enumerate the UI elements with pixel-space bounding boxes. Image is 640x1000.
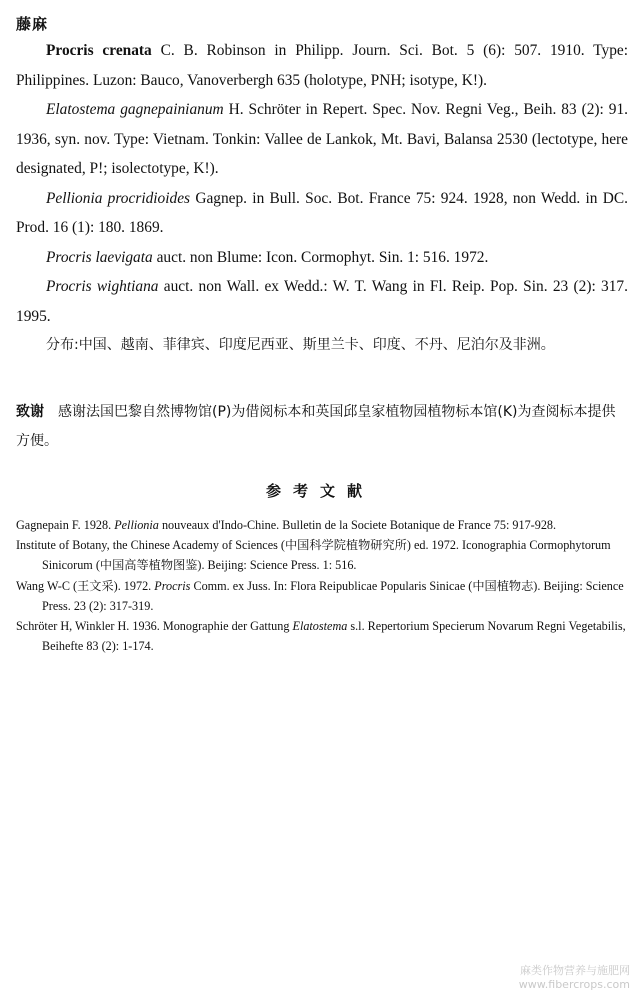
ref-text: Comm. ex Juss. In: Flora Reipublicae Popularis Sinicae ( (190, 578, 473, 593)
ref-text: ). Beijing: Science Press. 1: 516. (197, 558, 357, 573)
entry-procris-crenata (16, 36, 628, 95)
ref-text: ). 1972. (113, 578, 155, 593)
acknowledgement-text: 感谢法国巴黎自然博物馆(P)为借阅标本和英国邱皇家植物园植物标本馆(K)为查阅标本提供方便。 (16, 404, 616, 449)
citation-text: C. B. Robinson in Philipp. Journ. Sci. Bot. 5 (6): 507. 1910. Type: Philippines. Luzon: Bauco, Vanoverbergh 635 (holotype, PNH; isotype, K!). (16, 42, 629, 89)
ref-chinese: 中国植物志 (472, 578, 534, 593)
ref-text: s.l. Repertorium Specierum Novarum Regni Vegetabilis, Beihefte 83 (2): 1-174. (42, 619, 626, 654)
reference-item (16, 616, 628, 656)
ref-italic: Elatostema (292, 619, 348, 634)
entry-elatostema-gagnepainianum (16, 95, 628, 184)
citation-text: Gagnep. in Bull. Soc. Bot. France 75: 924. 1928, non Wedd. in DC. Prod. 16 (1): 180. 1869. (16, 189, 628, 236)
taxon-name: Procris wightiana (46, 278, 159, 295)
entry-procris-laevigata (16, 243, 628, 273)
ref-text: Institute of Botany, the Chinese Academy of Sciences ( (16, 538, 285, 553)
reference-item (16, 576, 628, 616)
references-title: 参考文献 (265, 482, 374, 500)
ref-italic: Pellionia (114, 518, 159, 532)
site-watermark (519, 964, 630, 992)
citation-text: H. Schröter in Repert. Spec. Nov. Regni Veg., Beih. 83 (2): 91. 1936, syn. nov. Type: Vietnam. Tonkin: Vallee de Lankok, Mt. Bavi, Balansa 2530 (lectotype, here designated, P!; isolectotype, K!). (16, 101, 628, 177)
species-heading: 藤麻 (16, 15, 49, 33)
acknowledgement (16, 398, 628, 456)
distribution-line: 分布:中国、越南、菲律宾、印度尼西亚、斯里兰卡、印度、不丹、尼泊尔及非洲。 (46, 337, 555, 353)
taxon-name: Procris laevigata (46, 248, 153, 266)
ref-italic: Procris (154, 578, 191, 593)
watermark-url: www.fibercrops.com (518, 978, 630, 991)
synonymy-block (16, 36, 628, 361)
citation-text: auct. non Wall. ex Wedd.: W. T. Wang in Fl. Reip. Pop. Sin. 23 (2): 317. 1995. (16, 278, 628, 325)
ref-chinese: 中国科学院植物研究所 (284, 538, 407, 553)
reference-list (16, 515, 628, 656)
entry-pellionia-procridioides (16, 184, 628, 243)
entry-procris-wightiana (16, 272, 628, 331)
acknowledgement-label: 致谢 (16, 404, 44, 420)
ref-text: Schröter H, Winkler H. 1936. Monographie der Gattung (16, 619, 293, 634)
ref-text: Wang W-C ( (16, 578, 78, 593)
taxon-name: Elatostema gagnepainianum (46, 101, 224, 118)
ref-text: nouveaux d'Indo-Chine. Bulletin de la Societe Botanique de France 75: 917-928. (158, 518, 557, 532)
taxon-name: Procris crenata (46, 42, 152, 59)
reference-item (16, 515, 628, 535)
ref-chinese: 中国高等植物图鉴 (99, 558, 198, 573)
taxon-name: Pellionia procridioides (46, 189, 191, 207)
ref-text: ) ed. 1972. Iconographia Cormophytorum Sinicorum ( (42, 538, 611, 573)
ref-chinese: 王文采 (77, 578, 114, 593)
reference-item (16, 535, 628, 575)
citation-text: auct. non Blume: Icon. Cormophyt. Sin. 1: 516. 1972. (152, 248, 489, 266)
ref-text: Gagnepain F. 1928. (16, 518, 115, 532)
watermark-line: 麻类作物营养与施肥网 (520, 964, 630, 977)
ref-text: ). Beijing: Science Press. 23 (2): 317-319. (42, 578, 624, 613)
